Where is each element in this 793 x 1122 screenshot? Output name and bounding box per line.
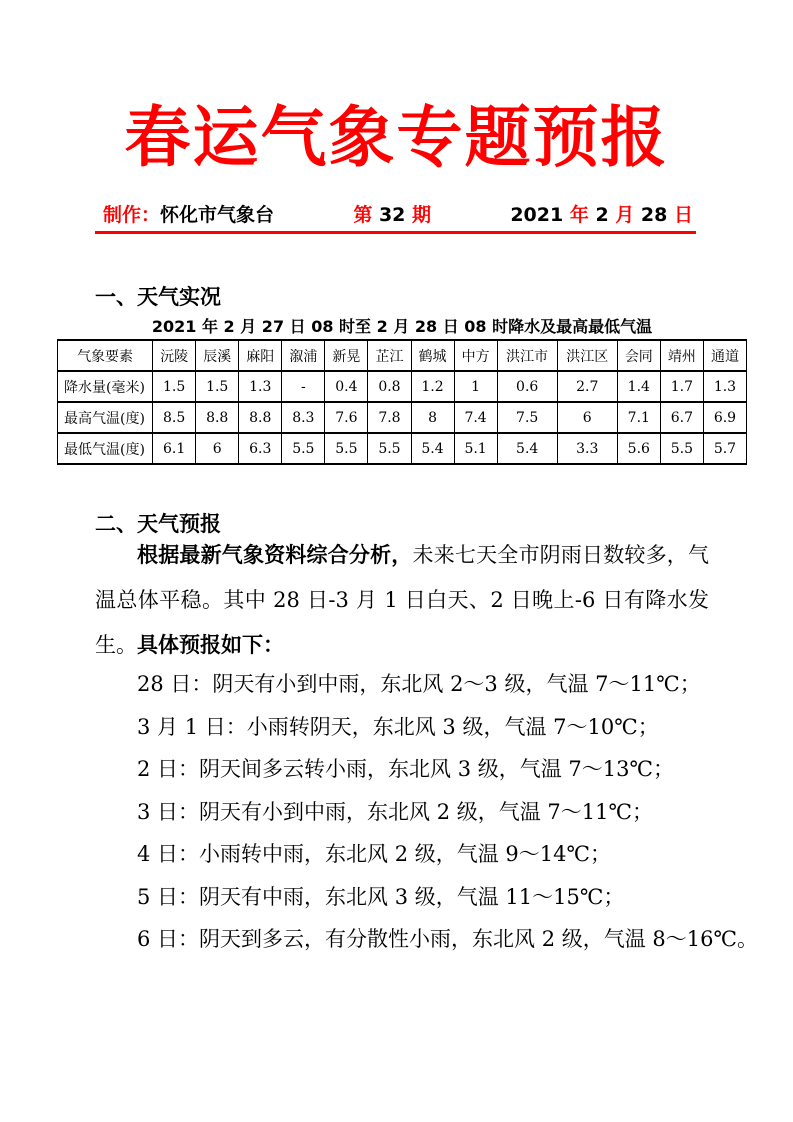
data-cell: 5.5 [282, 433, 325, 464]
date-year-unit: 年 [563, 204, 596, 226]
data-cell: 0.4 [325, 371, 368, 402]
data-cell: 1 [454, 371, 497, 402]
row-label-cell: 降水量(毫米) [58, 371, 153, 402]
data-cell: 1.2 [411, 371, 454, 402]
data-cell: 5.5 [325, 433, 368, 464]
table-row-precipitation [58, 371, 747, 402]
data-cell: 7.1 [617, 402, 660, 433]
date-month-unit: 月 [608, 204, 641, 226]
data-cell: 1.5 [196, 371, 239, 402]
bulletin-header [103, 200, 693, 227]
issue-date [510, 200, 693, 227]
forecast-item-day4: 4 日：小雨转中雨，东北风 2 级，气温 9～14℃； [137, 842, 611, 866]
data-cell: 1.3 [703, 371, 746, 402]
data-cell: 2.7 [557, 371, 617, 402]
data-cell: 0.6 [497, 371, 557, 402]
date-day-unit: 日 [667, 204, 693, 226]
data-cell: 7.4 [454, 402, 497, 433]
header-cell: 中方 [454, 340, 497, 371]
data-cell: 5.4 [411, 433, 454, 464]
data-cell: 7.6 [325, 402, 368, 433]
header-cell: 洪江市 [497, 340, 557, 371]
data-cell: 5.5 [660, 433, 703, 464]
forecast-item-day6: 6 日：阴天到多云，有分散性小雨，东北风 2 级，气温 8～16℃。 [137, 927, 758, 951]
table-header-row [58, 340, 747, 371]
data-cell: 7.8 [368, 402, 411, 433]
data-cell: 5.5 [368, 433, 411, 464]
document-title: 春运气象专题预报 [124, 98, 669, 176]
data-cell: 6 [196, 433, 239, 464]
data-cell: 5.6 [617, 433, 660, 464]
weather-observation-table [57, 339, 747, 465]
forecast-item-list [137, 663, 758, 961]
data-cell: - [282, 371, 325, 402]
issue-suffix: 期 [412, 204, 432, 226]
header-cell: 芷江 [368, 340, 411, 371]
data-cell: 0.8 [368, 371, 411, 402]
producer [103, 200, 274, 227]
forecast-intro-paragraph [95, 533, 709, 668]
header-cell: 沅陵 [153, 340, 196, 371]
table-row-max-temp [58, 402, 747, 433]
data-cell: 5.4 [497, 433, 557, 464]
header-cell: 鹤城 [411, 340, 454, 371]
data-cell: 6.1 [153, 433, 196, 464]
row-label-cell: 最低气温(度) [58, 433, 153, 464]
producer-label: 制作： [103, 204, 161, 226]
intro-bold-tail: 具体预报如下： [137, 633, 284, 657]
header-cell: 会同 [617, 340, 660, 371]
forecast-item-day2: 2 日：阴天间多云转小雨，东北风 3 级，气温 7～13℃； [137, 757, 674, 781]
red-divider-line [95, 231, 696, 234]
data-cell: 8.8 [196, 402, 239, 433]
issue-number [353, 200, 431, 227]
data-cell: 6.7 [660, 402, 703, 433]
issue-prefix: 第 [353, 204, 373, 226]
date-month: 2 [595, 204, 609, 226]
intro-body-text: 未来七天全市阴雨日数较多，气温总体平稳。其中 28 日-3 月 1 日白天、2 日晚上-6 日有降水发生。 [95, 543, 709, 657]
forecast-item-day3: 3 日：阴天有小到中雨，东北风 2 级，气温 7～11℃； [137, 799, 653, 824]
data-cell: 8 [411, 402, 454, 433]
date-day: 28 [640, 204, 668, 226]
header-cell: 通道 [703, 340, 746, 371]
table-row-min-temp [58, 433, 747, 464]
header-cell: 溆浦 [282, 340, 325, 371]
header-cell: 靖州 [660, 340, 703, 371]
date-year: 2021 [510, 204, 564, 226]
data-cell: 6.9 [703, 402, 746, 433]
header-cell: 洪江区 [557, 340, 617, 371]
intro-bold-lead: 根据最新气象资料综合分析， [137, 543, 413, 567]
header-cell: 气象要素 [58, 340, 153, 371]
data-cell: 5.1 [454, 433, 497, 464]
data-cell: 7.5 [497, 402, 557, 433]
data-cell: 6.3 [239, 433, 282, 464]
data-cell: 8.8 [239, 402, 282, 433]
header-cell: 新晃 [325, 340, 368, 371]
data-cell: 1.4 [617, 371, 660, 402]
data-cell: 3.3 [557, 433, 617, 464]
data-cell: 8.3 [282, 402, 325, 433]
issue-value: 32 [372, 204, 413, 226]
section-2-heading: 二、天气预报 [95, 512, 221, 536]
data-cell: 1.5 [153, 371, 196, 402]
row-label-cell: 最高气温(度) [58, 402, 153, 433]
forecast-item-day28: 28 日：阴天有小到中雨，东北风 2～3 级，气温 7～11℃； [137, 672, 701, 696]
header-cell: 麻阳 [239, 340, 282, 371]
forecast-item-mar1: 3 月 1 日：小雨转阴天，东北风 3 级，气温 7～10℃； [137, 714, 659, 739]
forecast-item-day5: 5 日：阴天有中雨，东北风 3 级，气温 11～15℃； [137, 884, 625, 909]
header-cell: 辰溪 [196, 340, 239, 371]
table-caption: 2021 年 2 月 27 日 08 时至 2 月 28 日 08 时降水及最高最低气温 [151, 317, 653, 336]
data-cell: 5.7 [703, 433, 746, 464]
data-cell: 1.7 [660, 371, 703, 402]
data-cell: 8.5 [153, 402, 196, 433]
data-cell: 6 [557, 402, 617, 433]
data-cell: 1.3 [239, 371, 282, 402]
producer-name: 怀化市气象台 [160, 204, 275, 226]
section-1-heading: 一、天气实况 [95, 285, 221, 309]
